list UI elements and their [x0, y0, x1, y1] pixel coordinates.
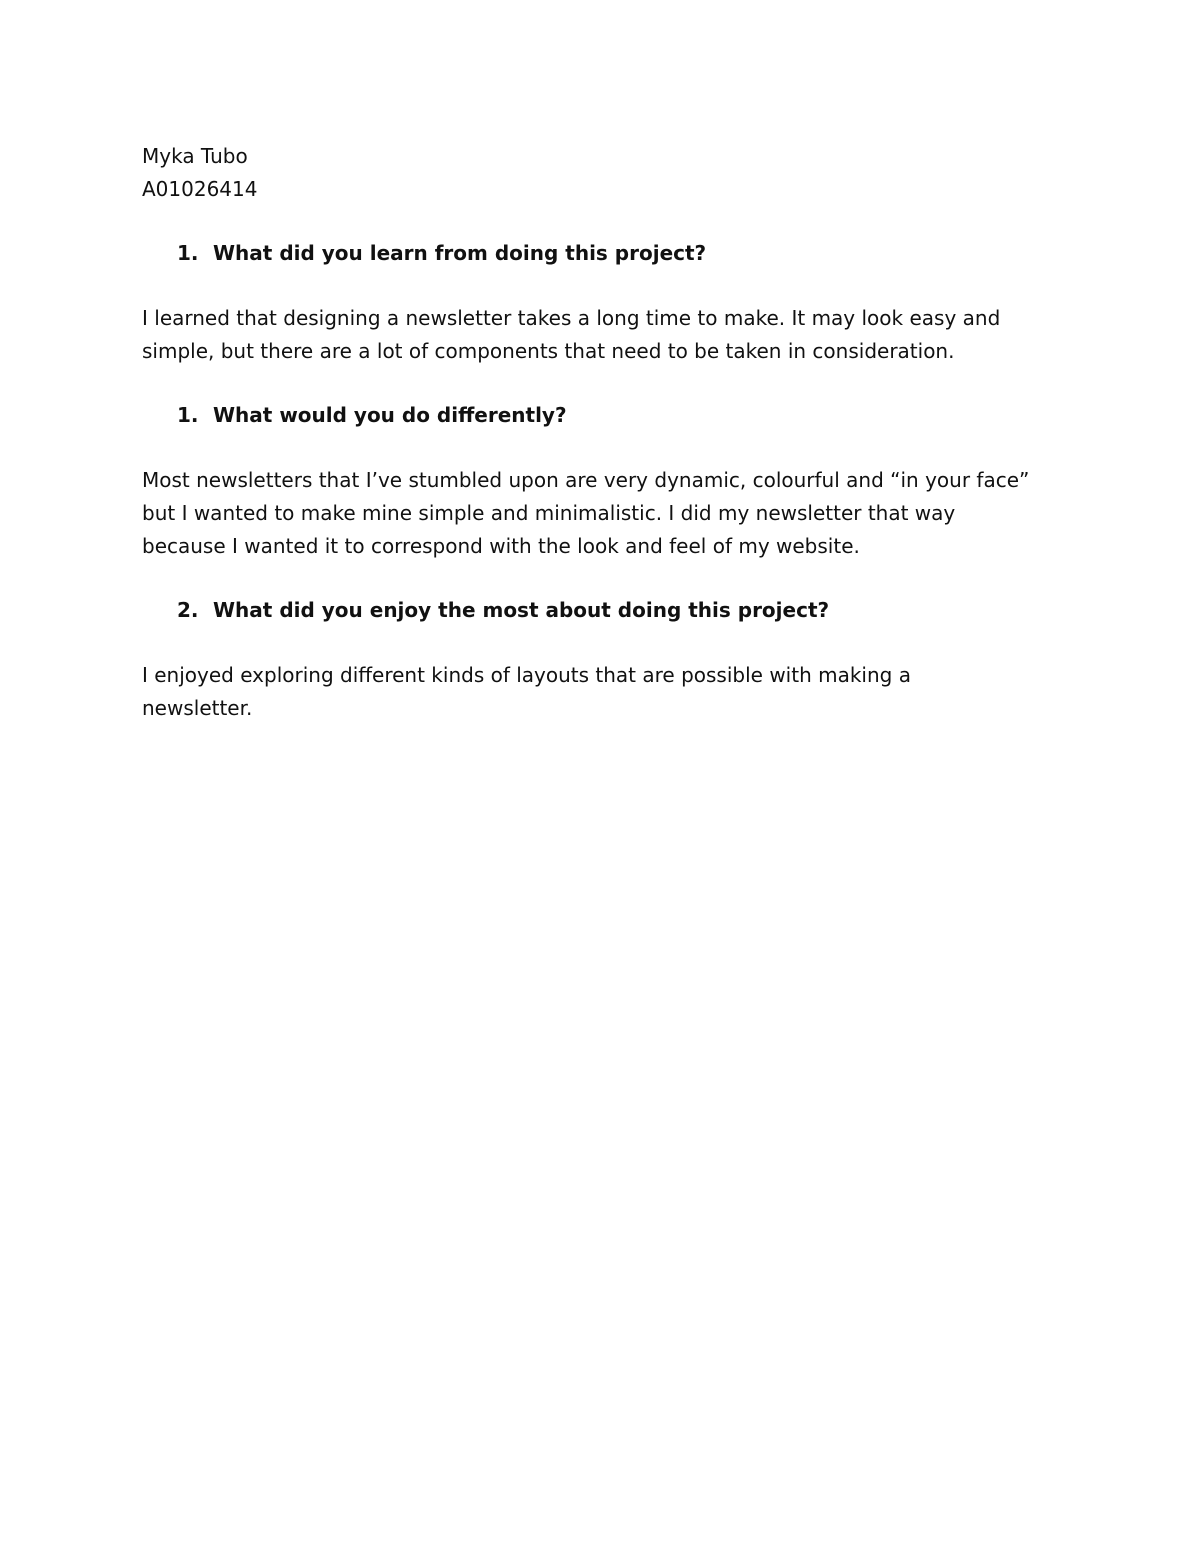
section-1	[142, 237, 1082, 368]
author-name: Myka Tubo	[142, 144, 248, 168]
author-block	[142, 140, 1082, 206]
question-heading	[177, 399, 1082, 432]
answer-paragraph	[142, 302, 1082, 368]
question-number: 2.	[177, 598, 199, 622]
answer-paragraph	[142, 659, 1082, 725]
question-number: 1.	[177, 241, 199, 265]
answer-line: I learned that designing a newsletter takes a long time to make. It may look easy and	[142, 306, 1001, 330]
answer-line: because I wanted it to correspond with the look and feel of my website.	[142, 534, 860, 558]
answer-line: Most newsletters that I’ve stumbled upon are very dynamic, colourful and “in your face”	[142, 468, 1030, 492]
answer-line: I enjoyed exploring different kinds of layouts that are possible with making a	[142, 663, 911, 687]
document-body	[142, 140, 1082, 756]
section-2	[142, 399, 1082, 563]
answer-line: simple, but there are a lot of components that need to be taken in consideration.	[142, 339, 955, 363]
question-heading	[177, 594, 1082, 627]
answer-paragraph	[142, 464, 1082, 563]
question-text: What did you learn from doing this project?	[213, 241, 707, 265]
answer-line: newsletter.	[142, 696, 253, 720]
section-3	[142, 594, 1082, 725]
question-text: What did you enjoy the most about doing this project?	[213, 598, 830, 622]
question-text: What would you do differently?	[213, 403, 567, 427]
student-id: A01026414	[142, 177, 258, 201]
question-number: 1.	[177, 403, 199, 427]
question-heading	[177, 237, 1082, 270]
answer-line: but I wanted to make mine simple and minimalistic. I did my newsletter that way	[142, 501, 956, 525]
